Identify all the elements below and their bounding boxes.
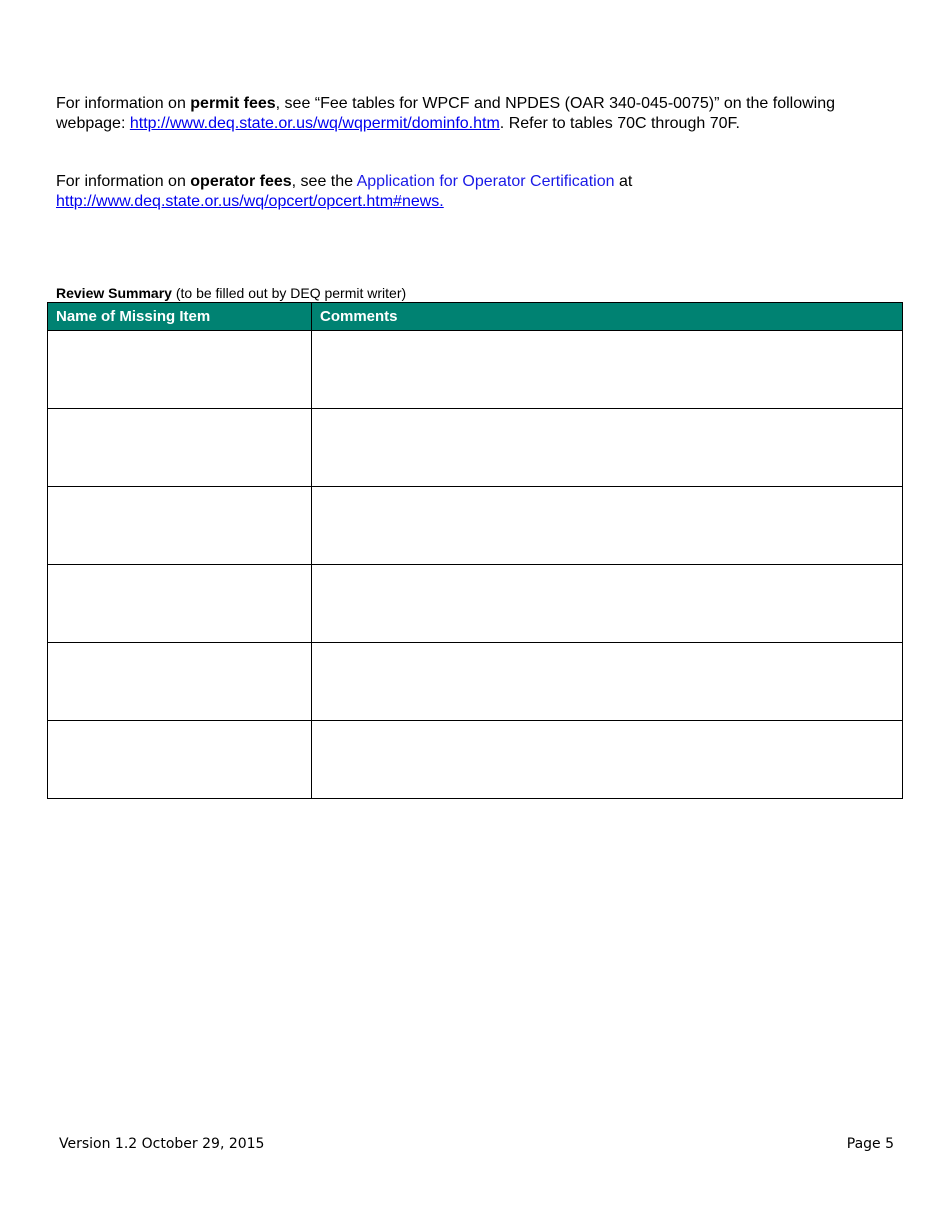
- permit-fees-text-2: , see “Fee tables for WPCF and NPDES (OAR 340-045-0075)” on the following webpage:: [56, 95, 836, 132]
- table-row: [48, 487, 903, 565]
- table-header-row: [48, 303, 903, 331]
- missing-item-cell[interactable]: [48, 565, 312, 643]
- comments-cell[interactable]: [312, 487, 903, 565]
- permit-fees-paragraph: [56, 94, 906, 134]
- operator-fees-bold: operator fees: [190, 173, 292, 190]
- version-footer: Version 1.2 October 29, 2015: [59, 1136, 265, 1152]
- review-summary-title: Review Summary: [56, 285, 172, 301]
- permit-fees-bold: permit fees: [190, 95, 276, 112]
- operator-fees-text-2: , see the: [291, 173, 357, 190]
- page-number: Page 5: [846, 1136, 894, 1152]
- table-row: [48, 331, 903, 409]
- comments-cell[interactable]: [312, 331, 903, 409]
- missing-item-cell[interactable]: [48, 331, 312, 409]
- table-row: [48, 409, 903, 487]
- dominfo-link[interactable]: http://www.deq.state.or.us/wq/wqpermit/dominfo.htm: [129, 115, 500, 132]
- review-summary-table: [47, 302, 903, 799]
- review-summary-subtitle: (to be filled out by DEQ permit writer): [171, 285, 407, 301]
- comments-column-header: Comments: [312, 303, 903, 331]
- missing-item-cell[interactable]: [48, 409, 312, 487]
- comments-cell[interactable]: [312, 721, 903, 799]
- table-row: [48, 643, 903, 721]
- comments-cell[interactable]: [312, 565, 903, 643]
- operator-fees-text-1: For information on: [56, 173, 191, 190]
- missing-item-cell[interactable]: [48, 643, 312, 721]
- permit-fees-text-3: . Refer to tables 70C through 70F.: [499, 115, 740, 132]
- table-row: [48, 721, 903, 799]
- opcert-link[interactable]: http://www.deq.state.or.us/wq/opcert/opcert.htm#news.: [56, 193, 444, 210]
- operator-certification-application-link[interactable]: Application for Operator Certification: [356, 173, 615, 190]
- comments-cell[interactable]: [312, 643, 903, 721]
- review-summary-caption: [56, 284, 406, 302]
- operator-fees-paragraph: [56, 172, 906, 212]
- table-row: [48, 565, 903, 643]
- missing-item-cell[interactable]: [48, 721, 312, 799]
- permit-fees-text-1: For information on: [56, 95, 191, 112]
- comments-cell[interactable]: [312, 409, 903, 487]
- missing-item-cell[interactable]: [48, 487, 312, 565]
- missing-item-column-header: Name of Missing Item: [48, 303, 312, 331]
- operator-fees-text-3: at: [614, 173, 633, 190]
